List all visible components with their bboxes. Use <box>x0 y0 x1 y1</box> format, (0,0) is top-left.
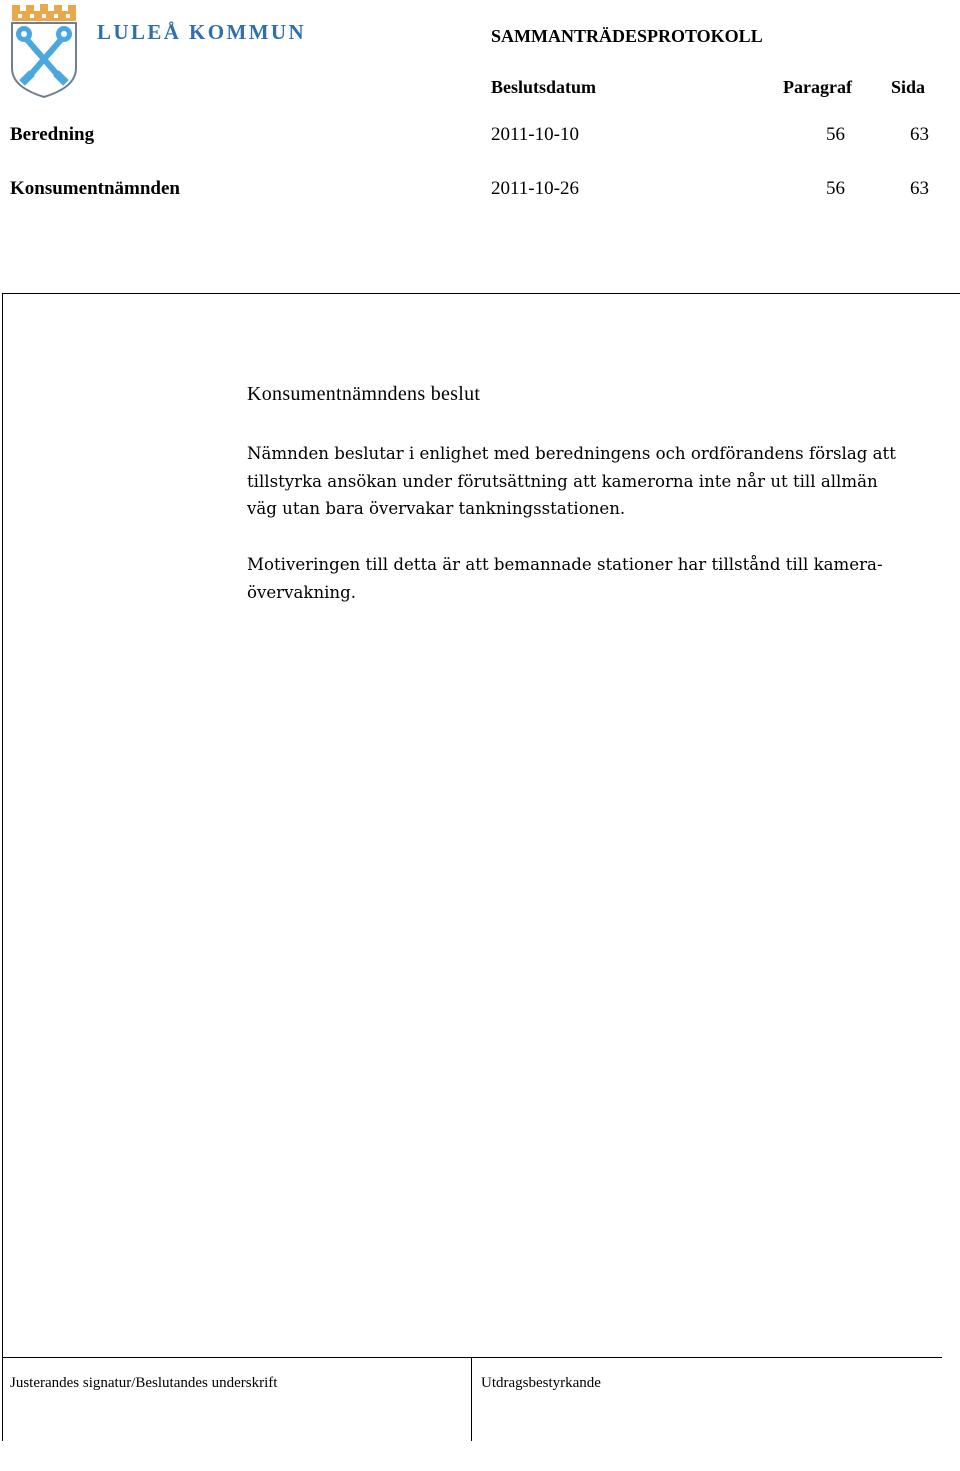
column-header-paragraph: Paragraf <box>783 77 852 97</box>
meeting-page: 63 <box>910 124 929 145</box>
meeting-date: 2011-10-26 <box>491 178 579 199</box>
decision-heading: Konsumentnämndens beslut <box>247 383 481 405</box>
meeting-row <box>0 178 960 204</box>
meeting-date: 2011-10-10 <box>491 124 579 145</box>
footer-top-rule <box>2 1357 942 1358</box>
motivation-paragraph <box>247 551 960 606</box>
decision-paragraph <box>247 440 960 523</box>
paragraph-line: väg utan bara övervakar tankningsstationen. <box>247 499 626 518</box>
content-frame-top-rule <box>2 293 960 294</box>
certification-label: Utdragsbestyrkande <box>481 1375 601 1391</box>
column-header-page: Sida <box>891 77 926 97</box>
meeting-body: Konsumentnämnden <box>10 178 180 199</box>
meeting-page: 63 <box>910 178 929 199</box>
meeting-body: Beredning <box>10 124 95 145</box>
signature-label: Justerandes signatur/Beslutandes underskrift <box>10 1375 278 1391</box>
content-frame-left-rule <box>2 293 3 1441</box>
paragraph-line: Motiveringen till detta är att bemannade stationer har tillstånd till kamera- <box>247 555 883 574</box>
coat-of-arms-logo <box>10 4 78 98</box>
column-header-date: Beslutsdatum <box>491 77 597 97</box>
organization-name: LULEÅ KOMMUN <box>97 20 307 44</box>
meeting-paragraph: 56 <box>826 124 845 145</box>
castle-crown <box>12 4 76 21</box>
meeting-row <box>0 124 960 150</box>
document-title: SAMMANTRÄDESPROTOKOLL <box>491 26 763 46</box>
meeting-paragraph: 56 <box>826 178 845 199</box>
paragraph-line: Nämnden beslutar i enlighet med beredningens och ordförandens förslag att <box>247 444 896 463</box>
paragraph-line: övervakning. <box>247 582 357 602</box>
footer-divider <box>471 1357 472 1441</box>
paragraph-line: tillstyrka ansökan under förutsättning att kamerorna inte når ut till allmän <box>247 471 878 491</box>
